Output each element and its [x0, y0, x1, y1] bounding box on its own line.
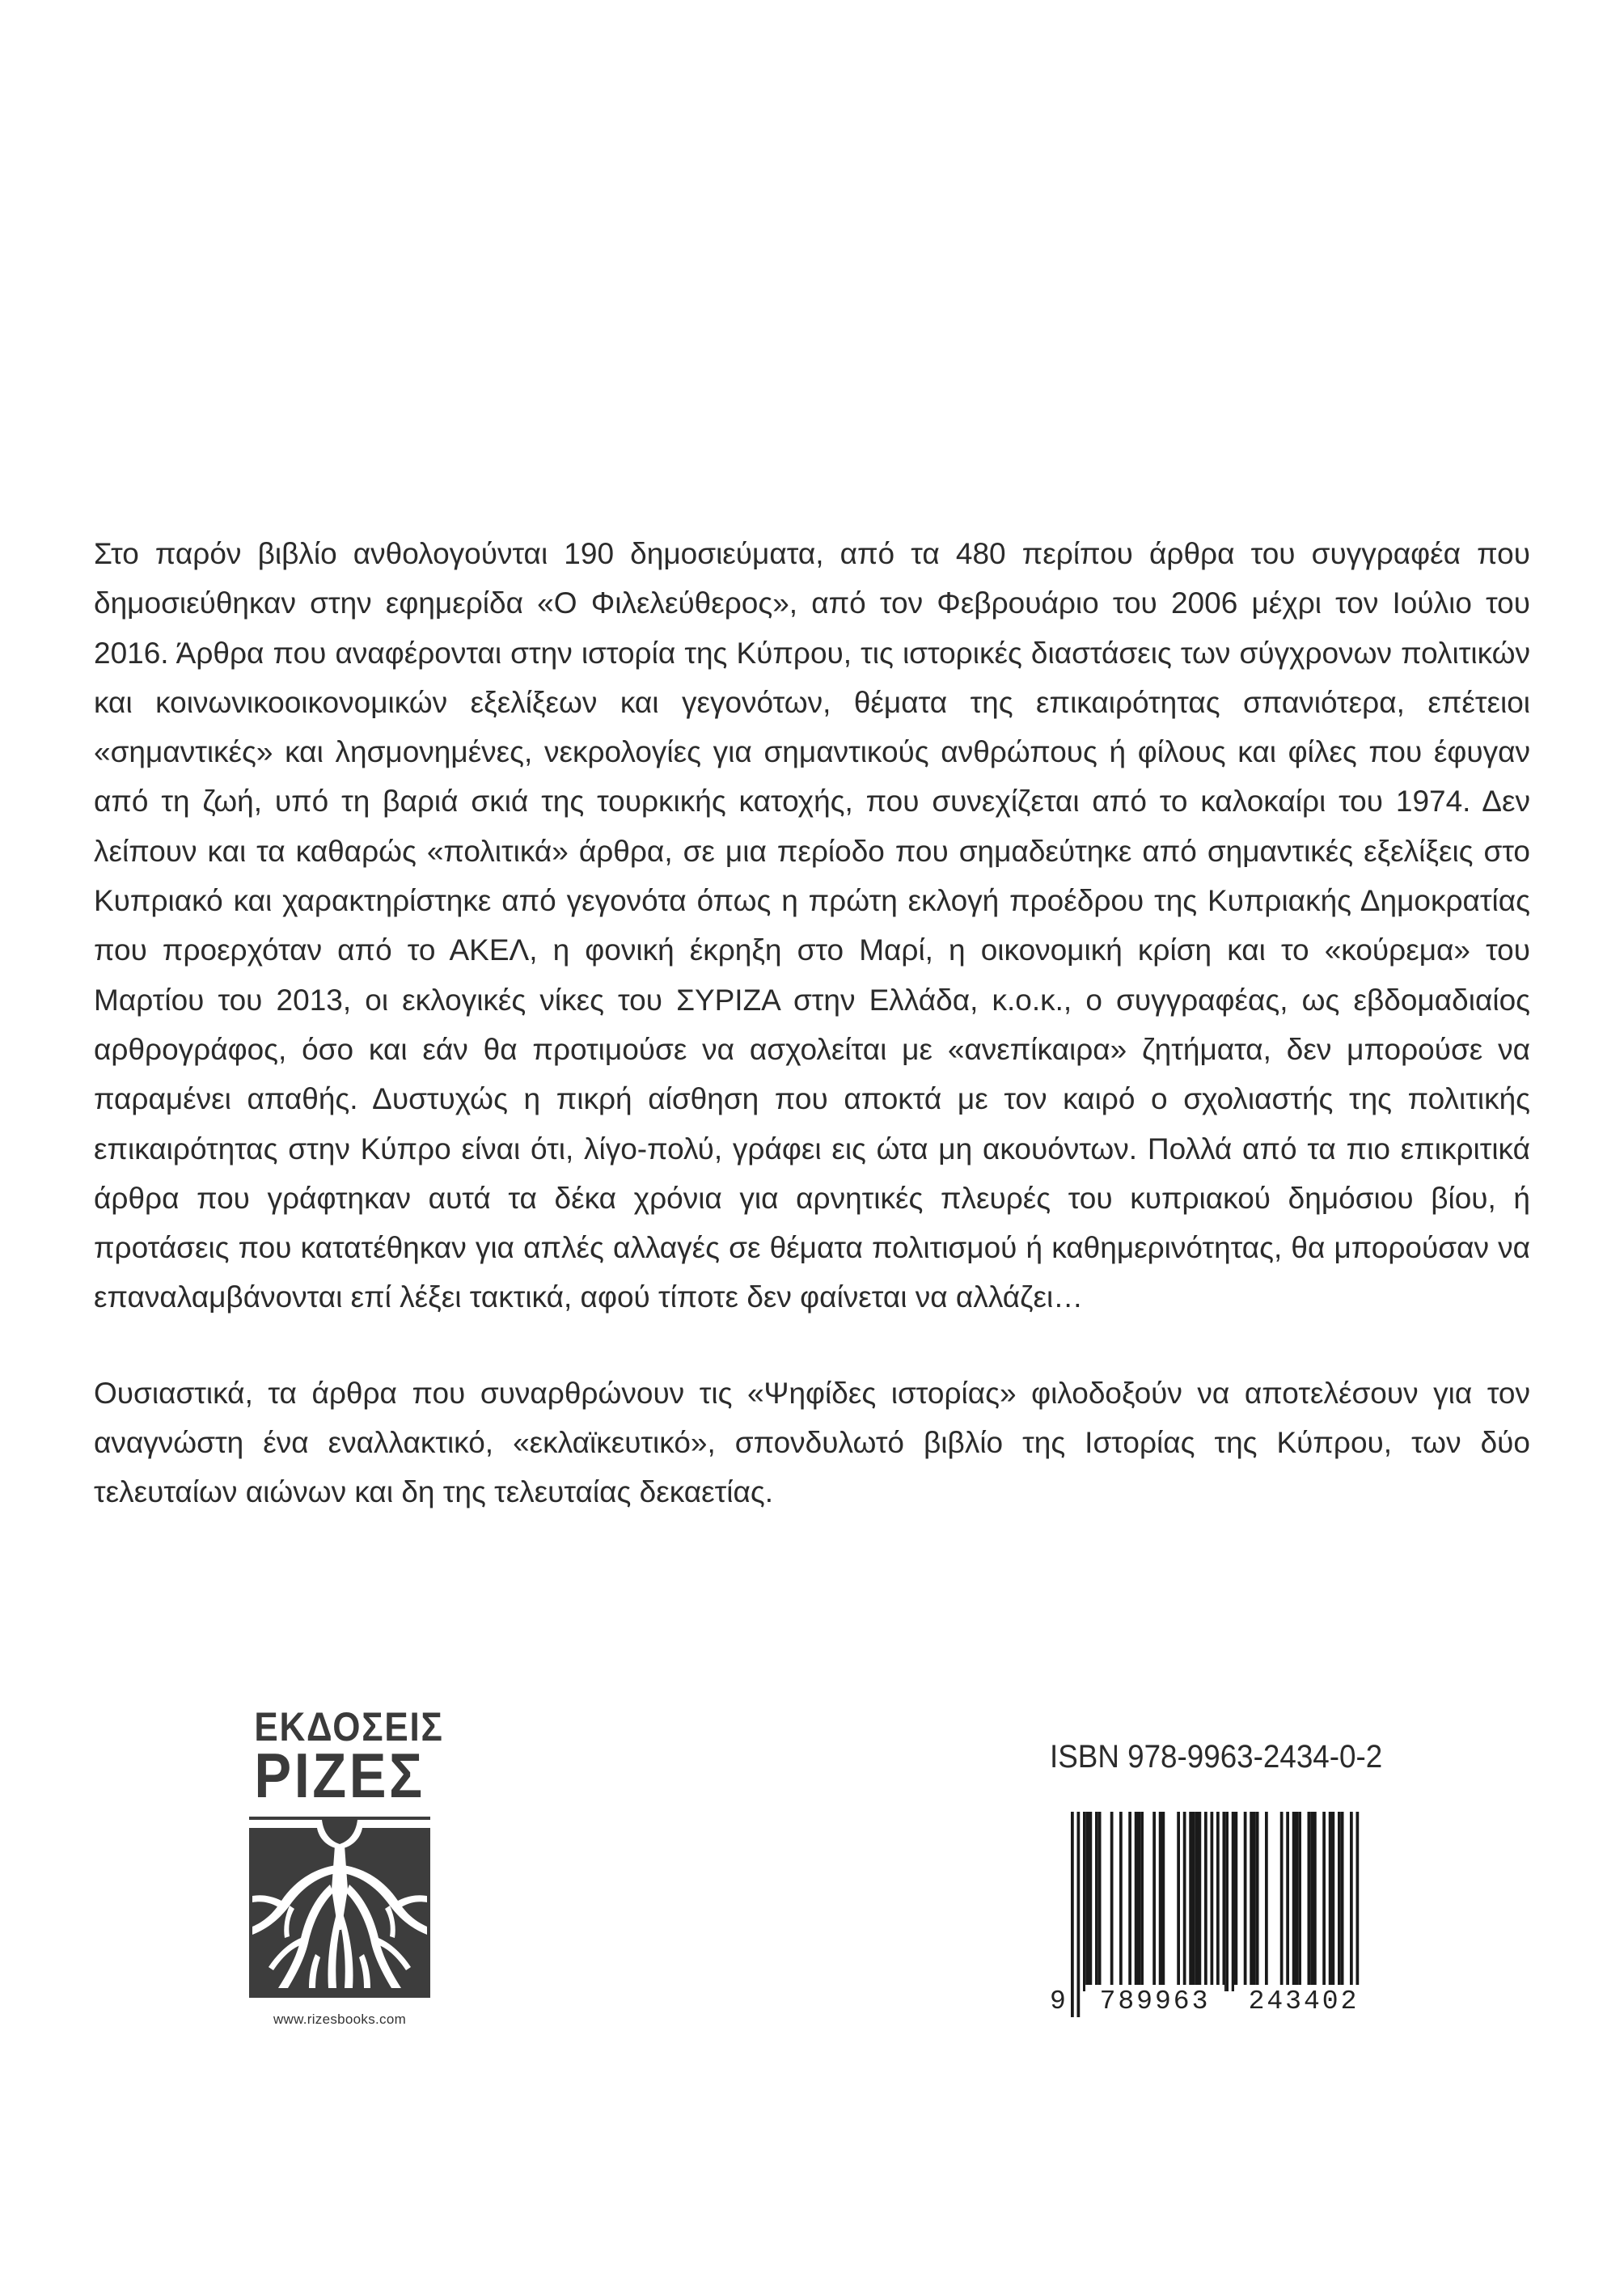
barcode-bar — [1310, 1812, 1313, 1991]
barcode-bar — [1265, 1812, 1268, 1991]
barcode-bar — [1341, 1812, 1344, 1991]
barcode-bar — [1308, 1812, 1311, 1991]
barcode-bar — [1286, 1812, 1289, 1991]
barcode-digits — [1050, 1985, 1389, 2019]
barcode-bar — [1162, 1812, 1165, 1991]
barcode-bar — [1235, 1812, 1238, 1991]
barcode-bar — [1313, 1812, 1317, 1991]
publisher-logo-block — [243, 1704, 444, 2029]
blurb-paragraph-2: Ουσιαστικά, τα άρθρα που συναρθρώνουν τις «Ψηφίδες ιστορίας» φιλοδοξούν να αποτελέσουν για τον αναγνώστη ένα εναλλακτικό, «εκλαϊκευτικό», σπονδυλωτό βιβλίο της Ιστορίας της Κύπρου, των δύο τελευταίων αιώνων και δη της τελευταίας δεκαετίας. — [94, 1376, 1530, 1509]
barcode-bar — [1292, 1812, 1296, 1991]
barcode-bar — [1338, 1812, 1341, 1991]
barcode-bar — [1110, 1812, 1114, 1991]
barcode-first-digit: 9 — [1050, 1985, 1069, 2019]
barcode-bar — [1089, 1812, 1093, 1991]
barcode-bar — [1199, 1812, 1202, 1991]
barcode-bar — [1244, 1812, 1247, 1991]
isbn-label: ISBN 978-9963-2434-0-2 — [1050, 1739, 1383, 1775]
barcode-bar — [1095, 1812, 1098, 1991]
barcode-bar — [1250, 1812, 1253, 1991]
barcode-right-digits: 243402 — [1234, 1985, 1373, 2019]
barcode-bar — [1177, 1812, 1180, 1991]
barcode-bar — [1083, 1812, 1086, 1991]
barcode-bar — [1195, 1812, 1199, 1991]
barcode-bar — [1280, 1812, 1284, 1991]
publisher-name-line2: ΡΙΖΕΣ — [254, 1740, 425, 1811]
barcode-bar — [1223, 1812, 1226, 1991]
publisher-website: www.rizesbooks.com — [273, 2012, 407, 2027]
barcode-bar — [1128, 1812, 1131, 1991]
barcode-bar — [1098, 1812, 1102, 1991]
barcode-bar — [1138, 1812, 1141, 1991]
barcode-bar — [1332, 1812, 1335, 1991]
back-cover-blurb — [94, 529, 1530, 1517]
barcode-bar — [1152, 1812, 1156, 1991]
isbn-block — [1050, 1739, 1389, 2020]
barcode-bar — [1135, 1812, 1138, 1991]
barcode-bar — [1329, 1812, 1332, 1991]
barcode-bar — [1298, 1812, 1301, 1991]
barcode-left-digits: 789963 — [1085, 1985, 1224, 2019]
barcode-bar — [1253, 1812, 1256, 1991]
barcode-bar — [1232, 1812, 1235, 1991]
blurb-paragraph-1: Στο παρόν βιβλίο ανθολογούνται 190 δημοσιεύματα, από τα 480 περίπου άρθρα του συγγραφέα που δημοσιεύθηκαν στην εφημερίδα «Ο Φιλελεύθερος», από τον Φεβρουάριο του 2006 μέχρι τον Ιούλιο του 2016. Άρθρα που αναφέρονται στην ιστορία της Κύπρου, τις ιστορικές διαστάσεις των σύγχρονων πολιτικών και κοινωνικοοικονομικών εξελίξεων και γεγονότων, θέματα της επικαιρότητας σπανιότερα, επέτειοι «σημαντικές» και λησμονημένες, νεκρολογίες για σημαντικούς ανθρώπους ή φίλους και φίλες που έφυγαν από τη ζωή, υπό τη βαριά σκιά της τουρκικής κατοχής, που συνεχίζεται από το καλοκαίρι του 1974. Δεν λείπουν και τα καθαρώς «πολιτικά» άρθρα, σε μια περίοδο που σημαδεύτηκε από σημαντικές εξελίξεις στο Κυπριακό και χαρακτηρίστηκε από γεγονότα όπως η πρώτη εκλογή προέδρου της Κυπριακής Δημοκρατίας που προερχόταν από το ΑΚΕΛ, η φονική έκρηξη στο Μαρί, η οικονομική κρίση και το «κούρεμα» του Μαρτίου του 2013, οι εκλογικές νίκες του ΣΥΡΙΖΑ στην Ελλάδα, κ.ο.κ., ο συγγραφέας, ως εβδομαδιαίος αρθρογράφος, όσο και εάν θα προτιμούσε να ασχολείται με «ανεπίκαιρα» ζητήματα, δεν μπορούσε να παραμένει απαθής. Δυστυχώς η πικρή αίσθηση που αποκτά με τον καιρό ο σχολιαστής της πολιτικής επικαιρότητας στην Κύπρο είναι ότι, λίγο-πολύ, γράφει εις ώτα μη ακουόντων. Πολλά από τα πιο επικριτικά άρθρα που γράφτηκαν αυτά τα δέκα χρόνια για αρνητικές πλευρές του κυπριακού δημόσιου βίου, ή προτάσεις που κατατέθηκαν για απλές αλλαγές σε θέματα πολιτισμού ή καθημερινότητας, θα μπορούσαν να επαναλαμβάνονται επί λέξει τακτικά, αφού τίποτε δεν φαίνεται να αλλάζει… — [94, 537, 1530, 1314]
barcode-bar — [1119, 1812, 1123, 1991]
barcode-bar — [1159, 1812, 1162, 1991]
barcode-bar — [1183, 1812, 1186, 1991]
barcode-bar — [1204, 1812, 1207, 1991]
barcode-bar — [1086, 1812, 1089, 1991]
barcode-bar — [1189, 1812, 1192, 1991]
barcode-bar — [1296, 1812, 1299, 1991]
barcode-bar — [1140, 1812, 1144, 1991]
barcode-bar — [1225, 1812, 1229, 1991]
barcode-bar — [1322, 1812, 1326, 1991]
roots-logo-icon — [249, 1817, 430, 1998]
barcode — [1050, 1812, 1389, 2020]
barcode-bar — [1192, 1812, 1195, 1991]
publisher-name-line1: ΕΚΔΟΣΕΙΣ — [254, 1704, 444, 1749]
barcode-bar — [1256, 1812, 1259, 1991]
